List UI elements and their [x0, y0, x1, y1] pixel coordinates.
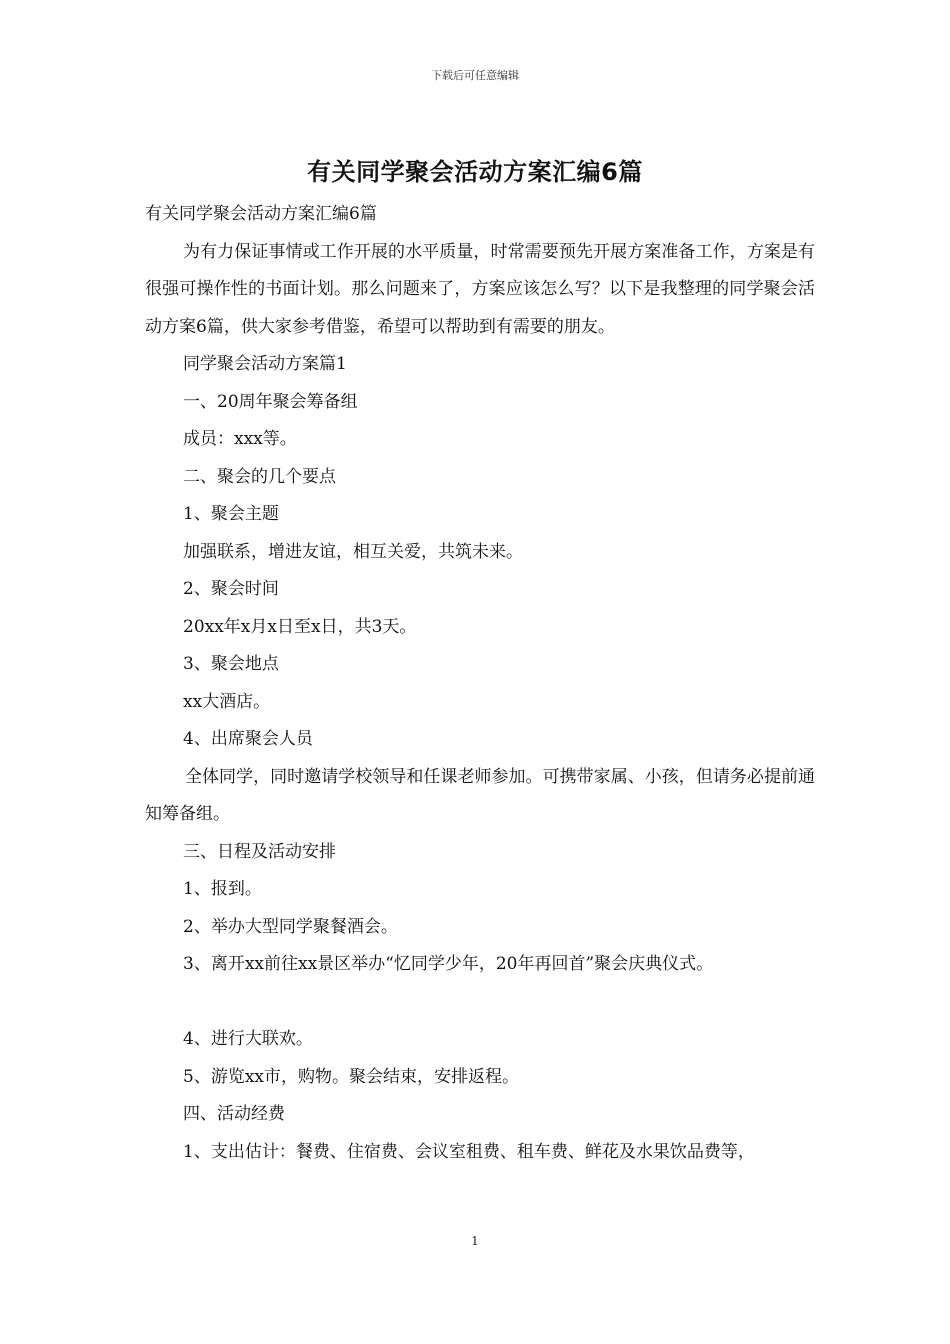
section-heading: 同学聚会活动方案篇1 [183, 354, 347, 374]
page-header-note: 下载后可任意编辑 [431, 69, 519, 82]
list-item: 四、活动经费 [183, 1104, 285, 1124]
list-item: 4、出席聚会人员 [183, 729, 313, 749]
blank-line [145, 984, 815, 1022]
list-item: 1、报到。 [183, 879, 262, 899]
document-body [145, 196, 815, 1171]
list-item: 2、聚会时间 [183, 579, 279, 599]
list-item: 20xx年x月x日至x日，共3天。 [183, 616, 417, 637]
list-item: 三、日程及活动安排 [183, 841, 336, 862]
intro-paragraph: 为有力保证事情或工作开展的水平质量，时常需要预先开展方案准备工作，方案是有很强可操作性的书面计划。那么问题来了，方案应该怎么写？以下是我整理的同学聚会活动方案6篇，供大家参考借鉴，希望可以帮助到有需要的朋友。 [145, 241, 815, 337]
list-item: 二、聚会的几个要点 [183, 466, 336, 487]
list-item: 3、聚会地点 [183, 654, 279, 674]
list-item: 5、游览xx市，购物。聚会结束，安排返程。 [183, 1066, 519, 1087]
page-number: 1 [471, 1234, 479, 1248]
document-subtitle: 有关同学聚会活动方案汇编6篇 [145, 204, 377, 224]
list-item: 4、进行大联欢。 [183, 1029, 313, 1049]
list-item: 1、支出估计：餐费、住宿费、会议室租费、租车费、鲜花及水果饮品费等， [183, 1141, 755, 1162]
list-item: 一、20周年聚会筹备组 [183, 391, 358, 412]
attendees-paragraph: 全体同学，同时邀请学校领导和任课老师参加。可携带家属、小孩，但请务必提前通知筹备组。 [145, 766, 815, 824]
list-item: 成员：xxx等。 [183, 429, 297, 449]
list-item: xx大酒店。 [183, 691, 271, 712]
list-item: 1、聚会主题 [183, 504, 279, 524]
list-item: 加强联系，增进友谊，相互关爱，共筑未来。 [183, 541, 523, 562]
list-item: 2、举办大型同学聚餐酒会。 [183, 916, 398, 937]
document-title: 有关同学聚会活动方案汇编6篇 [307, 158, 643, 186]
list-item: 3、离开xx前往xx景区举办“忆同学少年，20年再回首”聚会庆典仪式。 [183, 954, 714, 974]
